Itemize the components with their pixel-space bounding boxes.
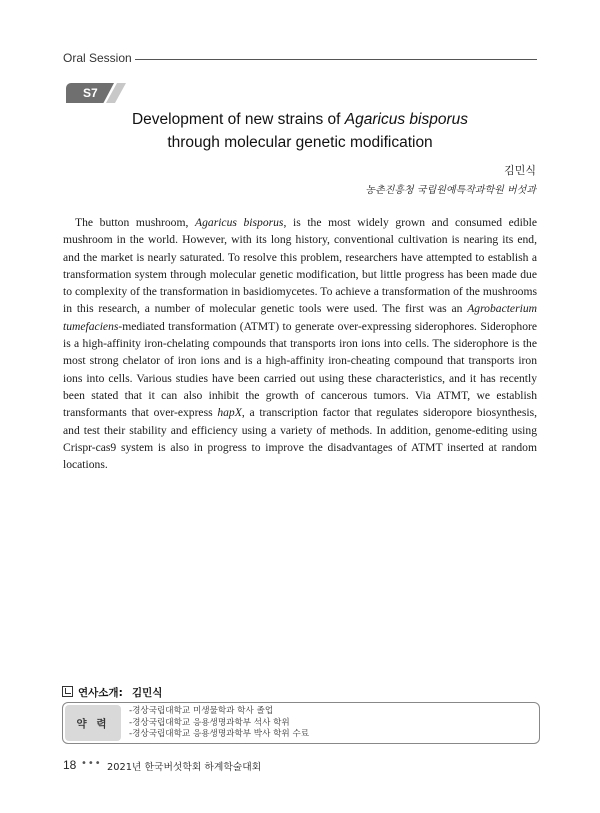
- footer-dots: •••: [81, 758, 102, 769]
- species-name: Agrobacterium tumefaciens: [63, 302, 537, 333]
- bio-list: [129, 706, 309, 741]
- species-name: Agaricus bisporus: [195, 216, 284, 229]
- speaker-intro: [62, 685, 542, 701]
- abstract-text: , is the most widely grown and consumed edible mushroom in the world. However, with its long history, conventional cultivation is nearing its end, and the market is nearly saturated. To resolve this problem, researchers have attempted to establish a transformation system through molecular genetic modification, but little progress has been made due to complexity of the transformation in basidiomycetes. To achieve a transformation of the mushrooms in this research, a number of molecular genetic tools were used. The first was an: [63, 216, 537, 316]
- title-line-1: [40, 108, 560, 131]
- bio-item: -경상국립대학교 응용생명과학부 박사 학위 수료: [129, 729, 310, 739]
- conference-name: 2021년 한국버섯학회 하계학술대회: [107, 762, 262, 773]
- paper-title: [40, 108, 560, 154]
- bio-box: [62, 702, 540, 744]
- title-line-2: through molecular genetic modification: [167, 134, 433, 151]
- author-affiliation: 농촌진흥청 국립원예특작과학원 버섯과: [365, 185, 536, 196]
- gene-name: hapX: [217, 406, 242, 420]
- abstract-body: [63, 214, 537, 473]
- page-footer: [63, 758, 363, 774]
- title-text: Development of new strains of: [131, 111, 345, 128]
- page-header: [63, 51, 537, 67]
- bio-label: 약 력: [65, 705, 121, 741]
- abstract-text: , a transcription factor that regulates sideropore biosynthesis, and test their stability and efficiency using a variety of methods. In addition, genome-editing using Crispr-cas9 system is also in progress to improve the disadvantages of ATMT inserted at random locations.: [63, 406, 537, 472]
- arrow-box-icon: [62, 686, 73, 697]
- abstract-text: -mediated transformation (ATMT) to generate over-expressing siderophores. Siderophore is a high-affinity iron-chelating compounds that transports iron ions into cells. The siderophore is the most strong chelator of iron ions and is a high-affinity iron-cheating compound that transports iron ions into cells. Various studies have been carried out using these characteristics, and it has recently been stated that it can also inhibit the growth of cancerous tumors. Via ATMT, we establish transformants that over-express: [63, 319, 537, 420]
- session-badge: [66, 83, 126, 103]
- session-code: S7: [83, 86, 98, 100]
- page-number: 18: [63, 758, 77, 772]
- speaker-name: 김민식: [132, 687, 163, 699]
- abstract-text: The button mushroom,: [75, 216, 196, 229]
- session-type-label: Oral Session: [63, 51, 132, 65]
- bio-item: -경상국립대학교 응용생명과학부 석사 학위: [129, 717, 290, 728]
- speaker-label: 연사소개:: [78, 687, 123, 699]
- author-name: 김민식: [504, 164, 536, 177]
- header-divider: [135, 59, 537, 60]
- title-species: Agaricus bisporus: [344, 111, 468, 128]
- bio-item: -경상국립대학교 미생물학과 학사 졸업: [129, 706, 274, 716]
